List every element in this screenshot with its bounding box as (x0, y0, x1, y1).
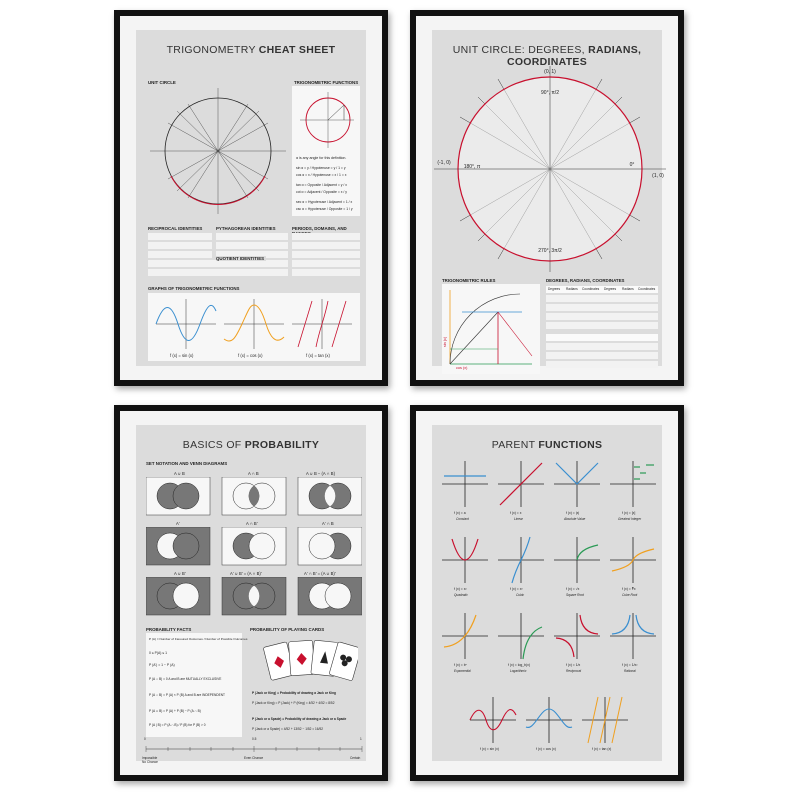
fn-eq: f (x) = [x] (622, 511, 636, 515)
cos-graph (222, 297, 286, 351)
graph-constant (440, 459, 490, 509)
section-quotient: QUOTIENT IDENTITIES (216, 256, 265, 261)
graph-cube-root (608, 535, 658, 585)
fact-line: P (A') = 1 − P (A) (149, 663, 175, 667)
def-line: csc α = Hypotenuse / Opposite = 1 / y (296, 207, 353, 211)
label-right: (1, 0) (652, 173, 664, 179)
graphs-card (148, 293, 360, 361)
scale-left-value: 0 (144, 737, 146, 741)
graph-label-tan: f (x) = tan (x) (306, 353, 330, 358)
section-periods: PERIODS, DOMAINS, AND (292, 226, 347, 231)
coordinates-table (546, 286, 658, 376)
venn-label: A ∪ B' (174, 571, 186, 576)
venn-label: A ∩ B' (246, 521, 258, 526)
sin-label: sin (x) (443, 336, 448, 348)
poster-title: UNIT CIRCLE: DEGREES, RADIANS, COORDINATES (452, 44, 642, 68)
graph-label-sin: f (x) = sin (x) (170, 353, 194, 358)
cos-label: cos (x) (456, 366, 468, 370)
card-line: P (Jack or a Spade) = 4/52 + 13/52 − 1/52 = 16/52 (252, 727, 324, 731)
playing-cards-illustration (254, 635, 358, 685)
poster-paper (432, 425, 662, 761)
fn-eq: f (x) = bˣ (454, 663, 467, 667)
fact-line: P (A) = Number of Favoured Outcomes / Number of Possible Outcomes (149, 637, 248, 641)
table-header-radians: Radians (566, 287, 578, 291)
label-270: 270°, 3π/2 (538, 248, 562, 254)
card-line: P (Jack or a Spade) = Probability of drawing a Jack or a Spade (252, 717, 347, 721)
fn-eq: f (x) = ∛x (622, 587, 636, 591)
trig-rules-diagram (442, 284, 540, 374)
facts-card (146, 633, 248, 737)
small-unit-circle (296, 90, 356, 150)
section-graphs: GRAPHS OF TRIGONOMETRIC FUNCTIONS (148, 286, 240, 291)
tan-graph (290, 297, 354, 351)
graph-cos (524, 695, 574, 745)
card-line: P (Jack or King) = Probability of drawing a Jack or King (252, 691, 336, 695)
scale-right-label: Certain (350, 756, 361, 760)
identity-tables (148, 233, 360, 277)
fn-eq: f (x) = x (510, 511, 522, 515)
fn-eq: f (x) = tan (x) (592, 747, 612, 751)
graph-reciprocal (552, 611, 602, 661)
table-header-degrees: Degrees (548, 287, 561, 291)
fn-eq: f (x) = cos (x) (536, 747, 556, 751)
poster-title: TRIGONOMETRY CHEAT SHEET (166, 44, 336, 56)
graph-logarithmic (496, 611, 546, 661)
large-unit-circle (432, 64, 668, 274)
fn-eq: f (x) = 1/x² (622, 663, 638, 667)
graph-linear (496, 459, 546, 509)
poster-mat (120, 411, 382, 775)
fn-name: Rational (624, 669, 636, 673)
scale-mid-label: Even Chance (244, 756, 264, 760)
graph-sin (468, 695, 518, 745)
label-90: 90°, π/2 (541, 90, 559, 96)
graph-square-root (552, 535, 602, 585)
fn-eq: f (x) = |x| (566, 511, 580, 515)
poster-mat (120, 16, 382, 380)
fn-name: Exponential (454, 669, 471, 673)
label-left: (-1, 0) (437, 160, 451, 166)
label-0: 0° (629, 162, 635, 168)
def-line: cos α = x / Hypotenuse = x / 1 = x (296, 173, 347, 177)
table-header-degrees-2: Degrees (604, 287, 617, 291)
fn-name: Absolute Value (564, 517, 586, 521)
venn-label: A ∪ B − (A ∩ B) (306, 471, 335, 476)
fn-name: Constant (456, 517, 469, 521)
label-180: 180°, π (463, 164, 481, 170)
table-header-coordinates: Coordinates (582, 287, 600, 291)
fn-name: Reciprocal (566, 669, 582, 673)
section-rules: TRIGONOMETRIC RULES (442, 278, 496, 283)
fact-line: P (A ∪ B) = P (A) + P (B) − P (A ∩ B) (149, 709, 201, 713)
poster-frame-trigonometry (114, 10, 388, 386)
fn-eq: f (x) = sin (x) (480, 747, 499, 751)
venn-row-1 (146, 477, 362, 517)
fn-eq: f (x) = 1/x (566, 663, 581, 667)
graph-absolute (552, 459, 602, 509)
venn-row-3 (146, 577, 362, 617)
section-venn: SET NOTATION AND VENN DIAGRAMS (146, 461, 228, 466)
section-cards: PROBABILITY OF PLAYING CARDS (250, 627, 325, 632)
graph-greatest-integer (608, 459, 658, 509)
fn-name: Logarithmic (510, 669, 527, 673)
scale-left-label: Impossible No Chance (142, 756, 158, 764)
label-top: (0, 1) (544, 69, 556, 75)
fn-name: Quadratic (454, 593, 468, 597)
fact-line: P (A ∩ B) = P (A) × P (B) A and B are INDEPENDENT (149, 693, 225, 697)
poster-paper (136, 425, 366, 764)
poster-title: PARENT FUNCTIONS (491, 439, 603, 451)
fn-name: Cube Root (622, 593, 638, 597)
card-line: P (Jack or King) = P (Jack) + P (King) = 4/52 + 4/52 = 8/52 (252, 701, 335, 705)
fn-eq: f (x) = a (454, 511, 466, 515)
graph-tan (580, 695, 630, 745)
fn-eq: f (x) = log_b(x) (508, 663, 530, 667)
fact-line: 0 ≤ P(A) ≤ 1 (149, 651, 168, 655)
unit-circle-diagram (148, 86, 288, 216)
fn-name: Cubic (516, 593, 525, 597)
rules-card (442, 284, 540, 374)
venn-row-2 (146, 527, 362, 567)
def-line: sec α = Hypotenuse / Adjacent = 1 / x (296, 200, 353, 204)
venn-label: A ∩ B (248, 471, 259, 476)
fact-line: P (A | B) = P (A ∩ B) / P (B) for P (B) > 0 (149, 723, 206, 727)
table-header-radians-2: Radians (622, 287, 634, 291)
definition-text: α is any angle for this definition. (296, 156, 347, 160)
venn-label: A' ∩ B (322, 521, 334, 526)
venn-label: A' ∩ B' = (A ∪ B)' (304, 571, 336, 576)
poster-paper (136, 30, 366, 366)
scale-right-value: 1 (360, 737, 362, 741)
table-header-coordinates-2: Coordinates (638, 287, 656, 291)
fn-name: Greatest Integer (618, 517, 642, 521)
sin-graph (154, 297, 218, 351)
fn-name: Linear (514, 517, 523, 521)
def-line: cot α = Adjacent / Opposite = x / y (296, 190, 347, 194)
section-trig-functions: TRIGONOMETRIC FUNCTIONS (294, 80, 359, 85)
graph-label-cos: f (x) = cos (x) (238, 353, 263, 358)
poster-frame-parent-functions (410, 405, 684, 781)
def-line: sin α = y / Hypotenuse = y / 1 = y (296, 166, 346, 170)
fn-eq: f (x) = x³ (510, 587, 523, 591)
section-pythagorean: PYTHAGOREAN IDENTITIES (216, 226, 276, 231)
graph-exponential (440, 611, 490, 661)
trig-functions-card (292, 86, 360, 216)
fn-eq: f (x) = √x (566, 587, 580, 591)
poster-title: BASICS OF PROBABILITY (182, 439, 320, 451)
graph-rational (608, 611, 658, 661)
def-line: tan α = Opposite / Adjacent = y / x (296, 183, 347, 187)
graph-quadratic (440, 535, 490, 585)
fn-eq: f (x) = x² (454, 587, 467, 591)
poster-frame-probability (114, 405, 388, 781)
venn-label: A' ∪ B' = (A ∩ B)' (230, 571, 262, 576)
fn-name: Square Root (566, 593, 584, 597)
fact-line: P (A ∩ B) = 0 A and B are MUTUALLY EXCLUSIVE (149, 677, 222, 681)
scale-mid-value: 0.5 (252, 737, 257, 741)
venn-label: A' (176, 521, 180, 526)
graph-cubic (496, 535, 546, 585)
section-unit-circle: UNIT CIRCLE (148, 80, 176, 85)
venn-label: A ∪ B (174, 471, 185, 476)
poster-frame-unit-circle (410, 10, 684, 386)
poster-paper (432, 30, 664, 370)
section-facts: PROBABILITY FACTS (146, 627, 192, 632)
poster-mat (416, 16, 678, 380)
section-table: DEGREES, RADIANS, COORDINATES (546, 278, 625, 283)
section-reciprocal: RECIPROCAL IDENTITIES (148, 226, 203, 231)
poster-mat (416, 411, 678, 775)
probability-scale (144, 743, 364, 755)
